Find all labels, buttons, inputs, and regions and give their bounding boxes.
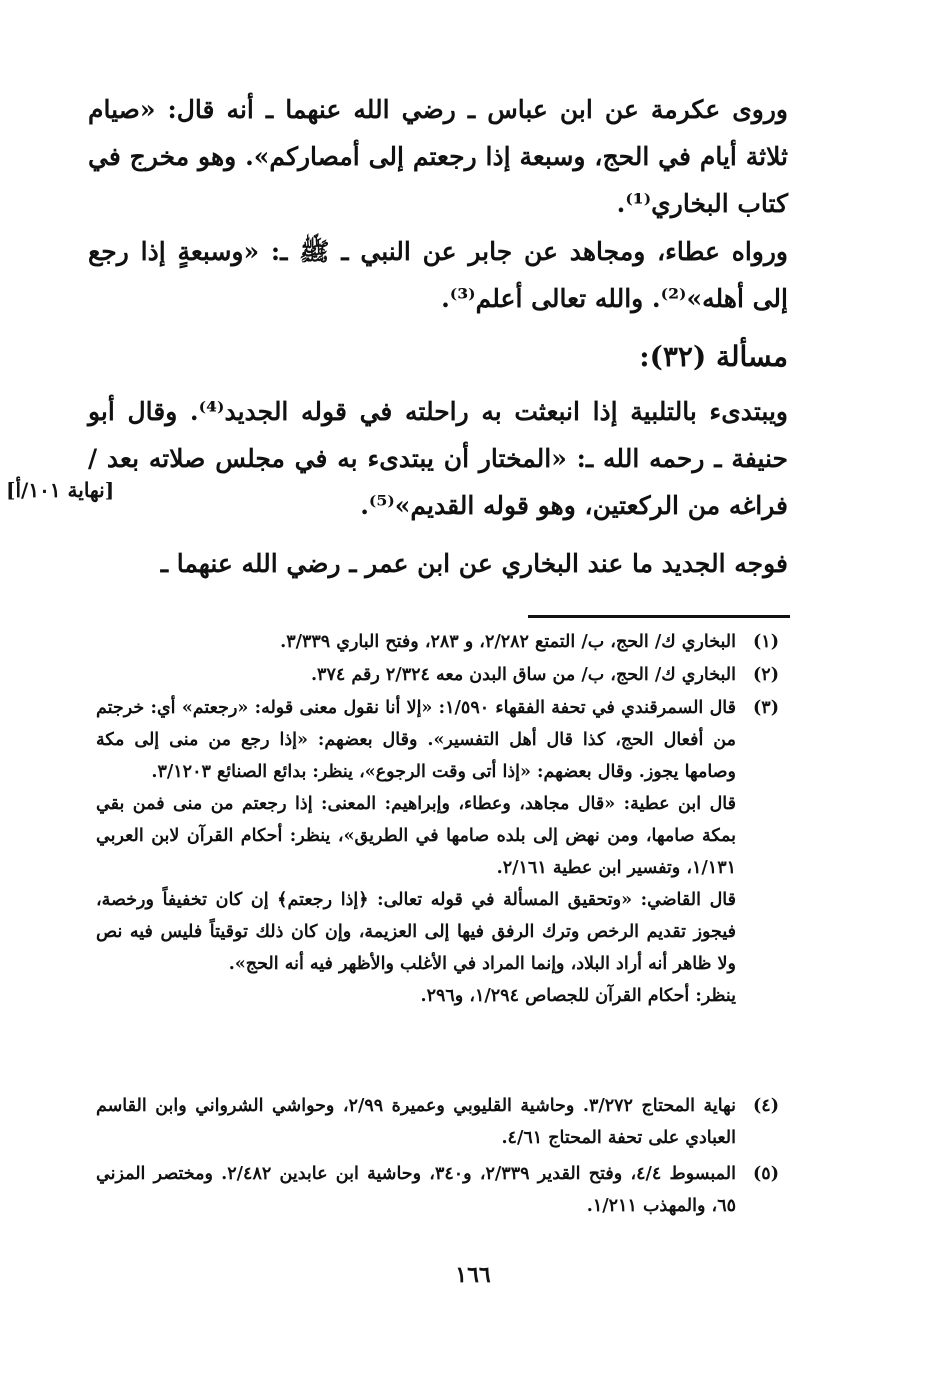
margin-note: [نهاية ١٠١/أ] — [6, 478, 115, 502]
paragraph-text: ويبتدىء بالتلبية إذا انبعثت به راحلته في قوله الجديد⁽⁴⁾. وقال أبو حنيفة ـ رحمه الله ـ: «المختار أن يبتدىء به في مجلس صلاته بعد / فراغه من الركعتين، وهو قوله القديم»⁽⁵⁾. — [88, 397, 788, 520]
paragraph-text: وروى عكرمة عن ابن عباس ـ رضي الله عنهما ـ أنه قال: «صيام ثلاثة أيام في الحج، وسبعة إذا رجعتم إلى أمصاركم». وهو مخرج في كتاب البخاري⁽¹⁾. — [88, 95, 788, 218]
footnote-5 — [96, 1158, 796, 1222]
footnote-number: (٢) — [753, 665, 779, 685]
paragraph-2 — [88, 228, 788, 322]
footnote-number: (٤) — [753, 1096, 779, 1116]
footnote-text: البخاري ك/ الحج، ب/ التمتع ٢/٢٨٢، و ٢٨٣، وفتح الباري ٣/٣٣٩. — [280, 632, 736, 652]
section-heading: مسألة (٣٢): — [639, 340, 788, 373]
footnote-text: نهاية المحتاج ٣/٢٧٢. وحاشية القليوبي وعميرة ٢/٩٩، وحواشي الشرواني وابن القاسم العبادي على تحفة المحتاج ٤/٦١. — [96, 1096, 736, 1148]
footnote-number: (١) — [753, 632, 779, 652]
paragraph-3 — [88, 388, 788, 529]
paragraph-1 — [88, 86, 788, 227]
footnote-3 — [96, 692, 796, 1012]
footnote-text: البخاري ك/ الحج، ب/ من ساق البدن معه ٢/٣٢٤ رقم ٣٧٤. — [310, 665, 736, 685]
footnote-number: (٣) — [753, 698, 779, 718]
paragraph-4 — [88, 540, 788, 587]
footnote-text: المبسوط ٤/٤، وفتح القدير ٢/٣٣٩، و٣٤٠، وحاشية ابن عابدين ٢/٤٨٢. ومختصر المزني ٦٥، والمهذب ١/٢١١. — [96, 1164, 736, 1216]
page-number: ١٦٦ — [455, 1262, 491, 1288]
footnote-text: ينظر: أحكام القرآن للجصاص ١/٢٩٤، و٢٩٦. — [420, 986, 736, 1006]
footnote-text: قال السمرقندي في تحفة الفقهاء ١/٥٩٠: «إلا أنا نقول معنى قوله: «رجعتم» أي: خرجتم من أفعال الحج، كذا قال أهل التفسير». وقال بعضهم: «إذا رجع من منى إلى مكة وصامها يجوز. وقال بعضهم: «إذا أتى وقت الرجوع»، ينظر: بدائع الصنائع ٣/١٢٠٣. — [96, 698, 736, 782]
footnote-text: قال ابن عطية: «قال مجاهد، وعطاء، وإبراهيم: المعنى: إذا رجعتم من منى فمن بقي بمكة صامها، ومن نهض إلى بلده صامها في الطريق»، ينظر: أحكام القرآن لابن العربي ١/١٣١، وتفسير ابن عطية ٢/١٦١. — [96, 794, 736, 878]
footnote-separator — [528, 615, 790, 618]
footnote-text: قال القاضي: «وتحقيق المسألة في قوله تعالى: ﴿إذا رجعتم﴾ إن كان تخفيفاً ورخصة، فيجوز تقديم الرخص وترك الرفق فيها إلى العزيمة، وإن كان ذلك توقيتاً فليس فيه نص ولا ظاهر أنه أراد البلاد، وإنما المراد في الأغلب والأظهر فيه أنه الحج». — [96, 890, 736, 974]
footnote-1 — [96, 626, 796, 658]
footnote-number: (٥) — [753, 1164, 779, 1184]
footnote-4 — [96, 1090, 796, 1154]
footnote-2 — [96, 659, 796, 691]
paragraph-text: فوجه الجديد ما عند البخاري عن ابن عمر ـ رضي الله عنهما ـ — [160, 549, 788, 578]
paragraph-text: ورواه عطاء، ومجاهد عن جابر عن النبي ـ ﷺ ـ: «وسبعةٍ إذا رجع إلى أهله»⁽²⁾. والله تعالى أعلم⁽³⁾. — [88, 237, 788, 313]
